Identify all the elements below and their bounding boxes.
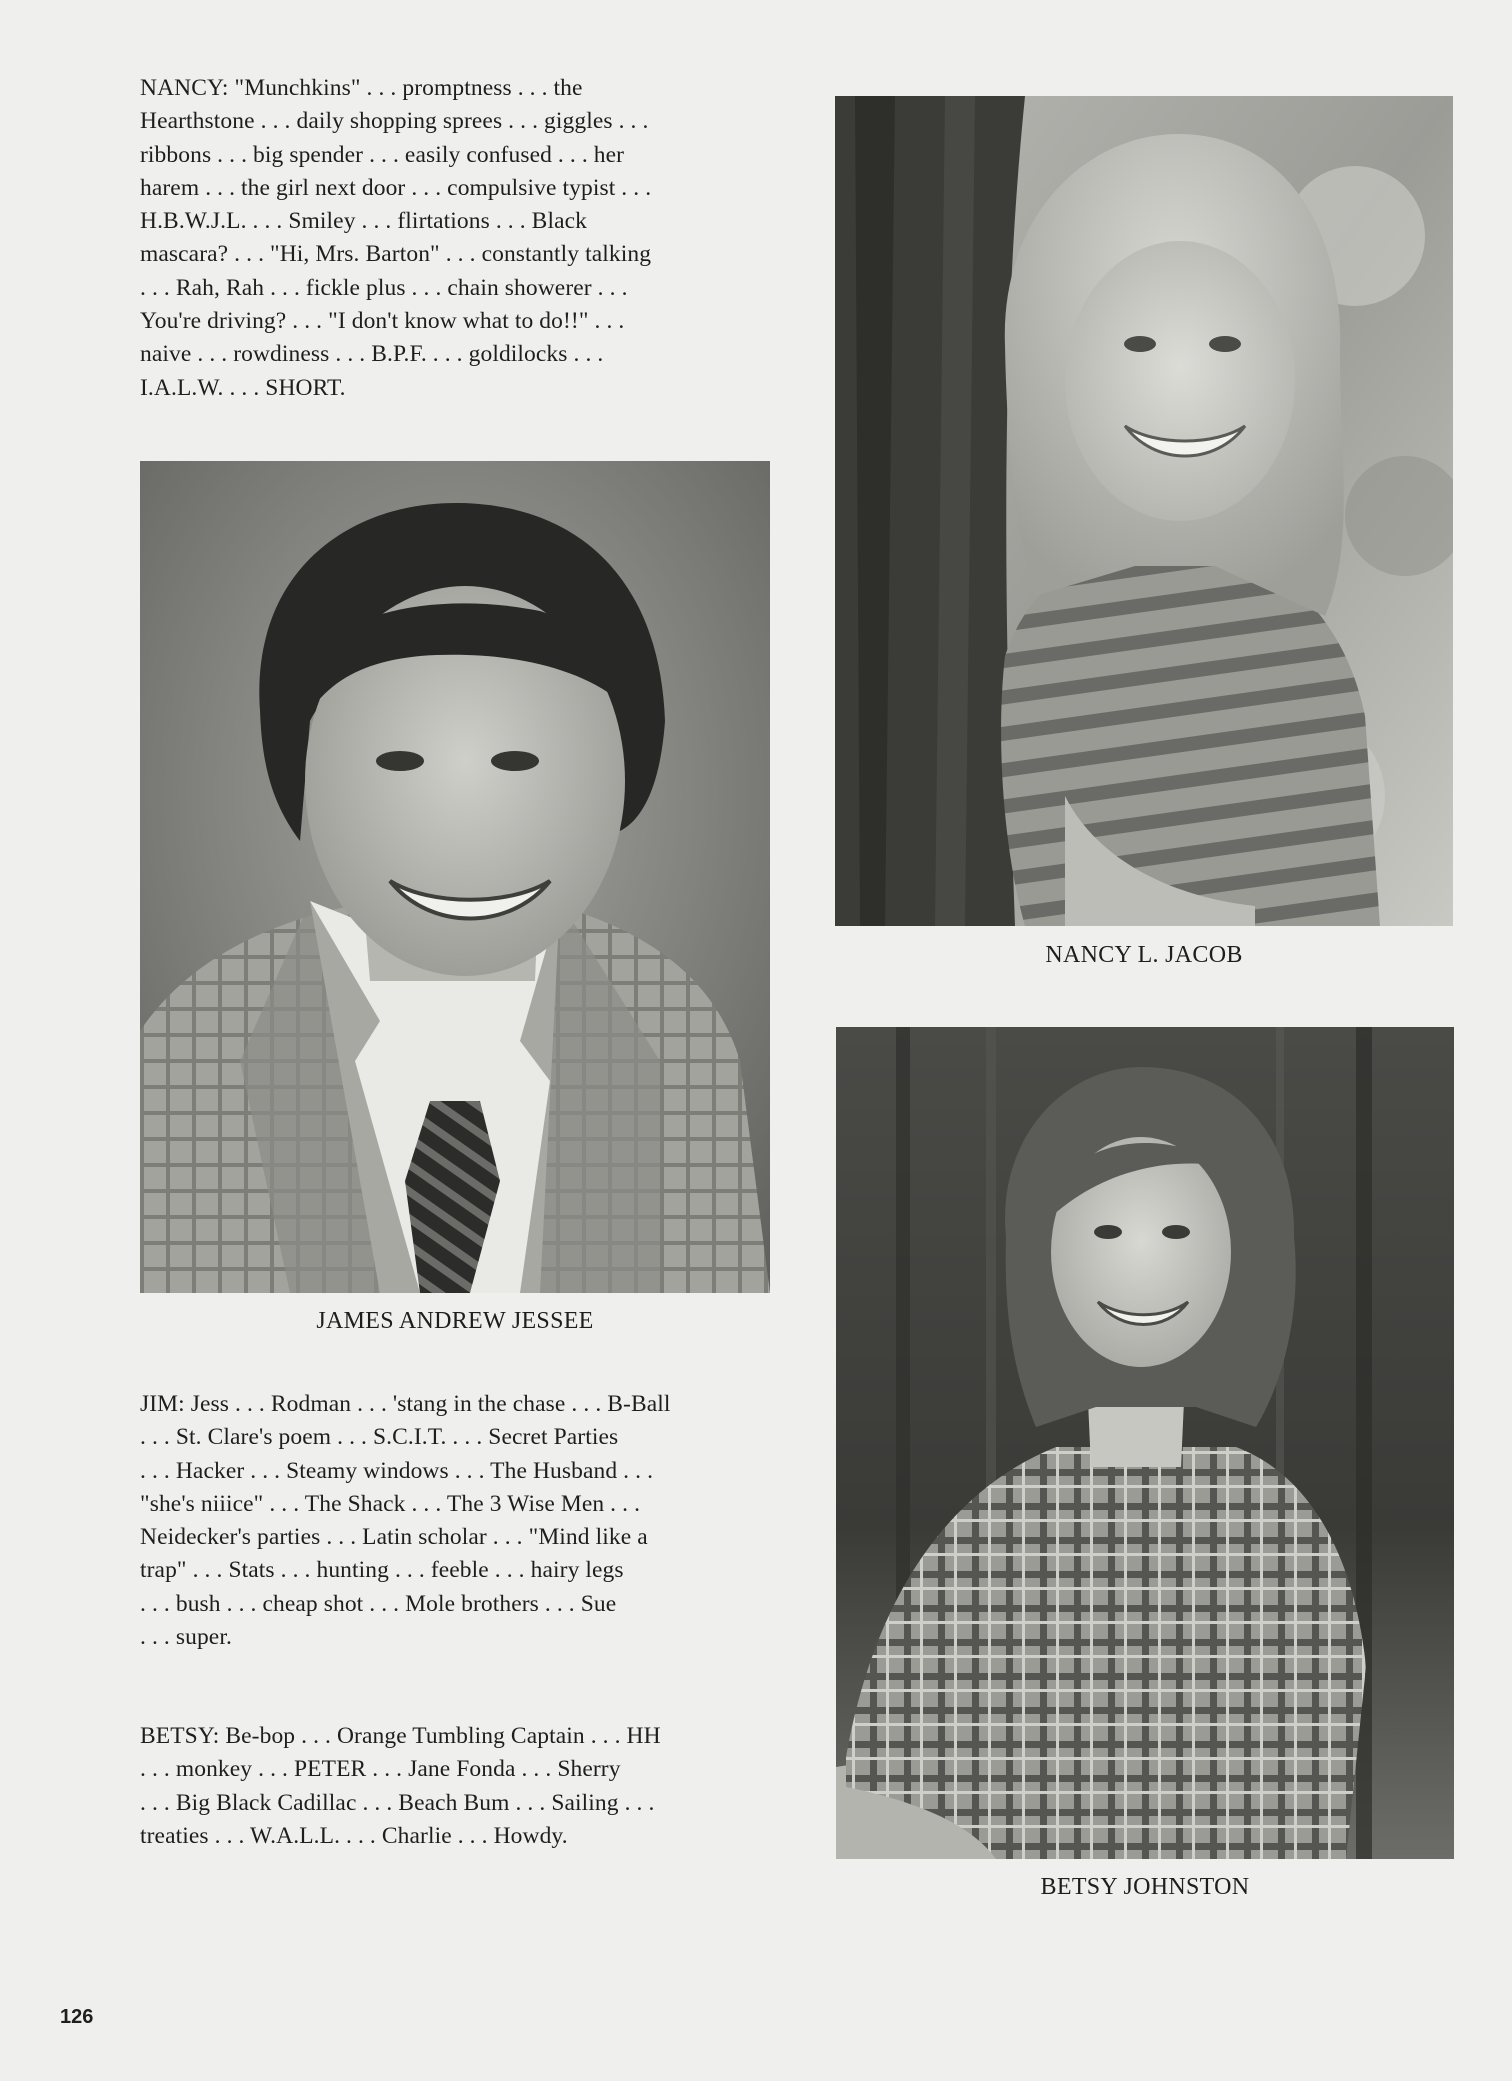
blurb-line: harem . . . the girl next door . . . compulsive typist . . . [140,174,652,201]
blurb-line: I.A.L.W. . . . SHORT. [140,374,346,401]
blurb-line: You're driving? . . . "I don't know what to do!!" . . . [140,308,625,335]
blurb-line: . . . super. [140,1624,232,1651]
blurb-line: treaties . . . W.A.L.L. . . . Charlie . . . Howdy. [140,1822,568,1849]
nancy-portrait-photo [835,96,1453,926]
blurb-line: H.B.W.J.L. . . . Smiley . . . flirtations . . . Black [140,208,587,235]
blurb-line: . . . Big Black Cadillac . . . Beach Bum . . . Sailing . . . [140,1789,655,1816]
nancy-caption: NANCY L. JACOB [1045,942,1243,968]
betsy-blurb [140,1720,775,1853]
jim-caption: JAMES ANDREW JESSEE [316,1308,594,1334]
blurb-line: Hearthstone . . . daily shopping sprees . . . giggles . . . [140,108,649,135]
blurb-line: BETSY: Be-bop . . . Orange Tumbling Captain . . . HH [140,1723,661,1749]
blurb-line: . . . bush . . . cheap shot . . . Mole brothers . . . Sue [140,1590,617,1617]
nancy-blurb [140,72,775,405]
blurb-line: naive . . . rowdiness . . . B.P.F. . . . goldilocks . . . [140,341,604,368]
blurb-line: trap" . . . Stats . . . hunting . . . feeble . . . hairy legs [140,1557,624,1584]
blurb-line: mascara? . . . "Hi, Mrs. Barton" . . . constantly talking [140,241,652,268]
blurb-line: JIM: Jess . . . Rodman . . . 'stang in the chase . . . B-Ball [140,1391,671,1417]
blurb-line: . . . Rah, Rah . . . fickle plus . . . chain showerer . . . [140,274,628,301]
betsy-caption: BETSY JOHNSTON [1040,1874,1250,1900]
blurb-line: . . . monkey . . . PETER . . . Jane Fonda . . . Sherry [140,1756,621,1783]
page-number: 126 [60,2006,94,2028]
blurb-line: NANCY: "Munchkins" . . . promptness . . . the [140,75,583,101]
blurb-line: ribbons . . . big spender . . . easily confused . . . her [140,141,625,168]
jim-blurb [140,1388,775,1654]
jim-portrait-photo [140,461,770,1293]
blurb-line: . . . St. Clare's poem . . . S.C.I.T. . . . Secret Parties [140,1424,619,1451]
blurb-line: Neidecker's parties . . . Latin scholar . . . "Mind like a [140,1524,648,1551]
betsy-portrait-photo [836,1027,1454,1859]
blurb-line: "she's niiice" . . . The Shack . . . The 3 Wise Men . . . [140,1490,641,1517]
blurb-line: . . . Hacker . . . Steamy windows . . . The Husband . . . [140,1457,654,1484]
